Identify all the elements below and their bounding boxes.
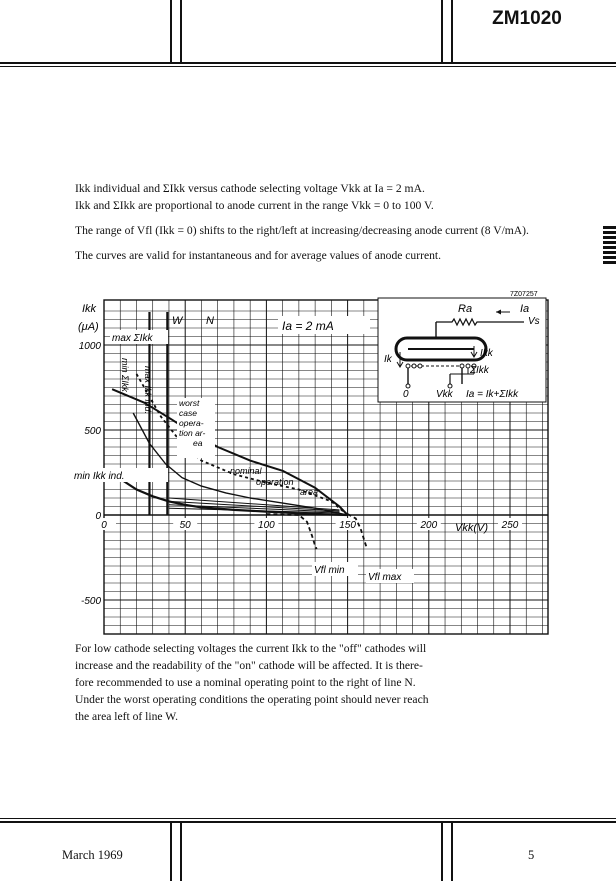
note-line-4: Under the worst operating conditions the operating point should never reach [75, 693, 429, 706]
x-tick-label: 50 [179, 520, 191, 531]
y-tick-label: 0 [95, 511, 101, 522]
svg-text:tion ar-: tion ar- [179, 428, 206, 438]
y-tick-label: 500 [84, 426, 101, 437]
worst-case-label [177, 398, 215, 458]
svg-text:area: area [300, 487, 319, 497]
x-axis-label: Vkk(V) [455, 522, 488, 534]
footer-date: March 1969 [62, 848, 123, 862]
vfl-min-label: Vfl min [314, 565, 345, 576]
inset-sum-ikk: ΣIkk [470, 365, 489, 376]
x-tick-label: 250 [501, 520, 519, 531]
vfl-max-label: Vfl max [368, 572, 402, 583]
note-line-1: For low cathode selecting voltages the current Ikk to the "off" cathodes will [75, 642, 427, 655]
y-axis-unit: (μA) [78, 321, 99, 333]
svg-text:ea: ea [193, 438, 203, 448]
line-w-label: W [172, 315, 183, 327]
x-tick-label: 150 [339, 520, 356, 531]
inset-ikk: Ikk [480, 348, 493, 359]
footer-divider [180, 823, 182, 881]
min-sum-label: min ΣIkk [120, 358, 130, 392]
chart-code: 7Z07257 [510, 291, 538, 298]
x-tick-label: 200 [420, 520, 438, 531]
note-text [75, 640, 555, 725]
y-tick-label: -500 [80, 596, 101, 607]
y-axis-label: Ikk [82, 303, 97, 315]
note-line-5: the area left of line W. [75, 710, 179, 723]
min-ind-label: min Ikk ind. [74, 471, 125, 482]
circuit-inset [378, 298, 546, 402]
model-number: ZM1020 [492, 8, 562, 29]
x-tick-label: 100 [258, 520, 275, 531]
intro-line-1: Ikk individual and ΣIkk versus cathode selecting voltage Vkk at Ia = 2 mA. [75, 182, 425, 195]
inset-vs: Vs [528, 316, 540, 327]
svg-text:case: case [179, 408, 197, 418]
footer-divider [441, 823, 443, 881]
inset-formula: Ia = Ik+ΣIkk [466, 389, 519, 400]
condition-label: Ia = 2 mA [282, 319, 334, 333]
max-ind-label: max Ikk ind. [143, 366, 153, 415]
svg-text:nominal: nominal [230, 466, 262, 476]
inset-ik: Ik [384, 354, 392, 365]
note-line-3: fore recommended to use a nominal operating point to the right of line N. [75, 676, 416, 689]
y-tick-label: 1000 [78, 341, 101, 352]
inset-zero: 0 [403, 389, 409, 400]
footer-divider [170, 823, 172, 881]
max-sum-label: max ΣIkk [112, 333, 153, 344]
footer-rule-thin [0, 818, 616, 819]
inset-ia: Ia [520, 303, 530, 315]
svg-text:opera-: opera- [179, 418, 204, 428]
footer-rule [0, 821, 616, 823]
page-number: 5 [528, 848, 535, 862]
x-tick-label: 0 [101, 520, 107, 531]
inset-vkk: Vkk [436, 389, 453, 400]
intro-paragraph-3: The curves are valid for instantaneous and for average values of anode current. [75, 249, 442, 262]
line-n-label: N [206, 315, 214, 327]
footer-divider [451, 823, 453, 881]
note-line-2: increase and the readability of the "on" cathode will be affected. It is there- [75, 659, 423, 672]
svg-text:worst: worst [179, 398, 200, 408]
svg-text:operation: operation [256, 477, 294, 487]
intro-paragraph-2: The range of Vfl (Ikk = 0) shifts to the right/left at increasing/decreasing anode current (8 V/mA). [75, 224, 529, 237]
intro-line-2: Ikk and ΣIkk are proportional to anode current in the range Vkk = 0 to 100 V. [75, 199, 434, 212]
inset-ra: Ra [458, 303, 473, 315]
